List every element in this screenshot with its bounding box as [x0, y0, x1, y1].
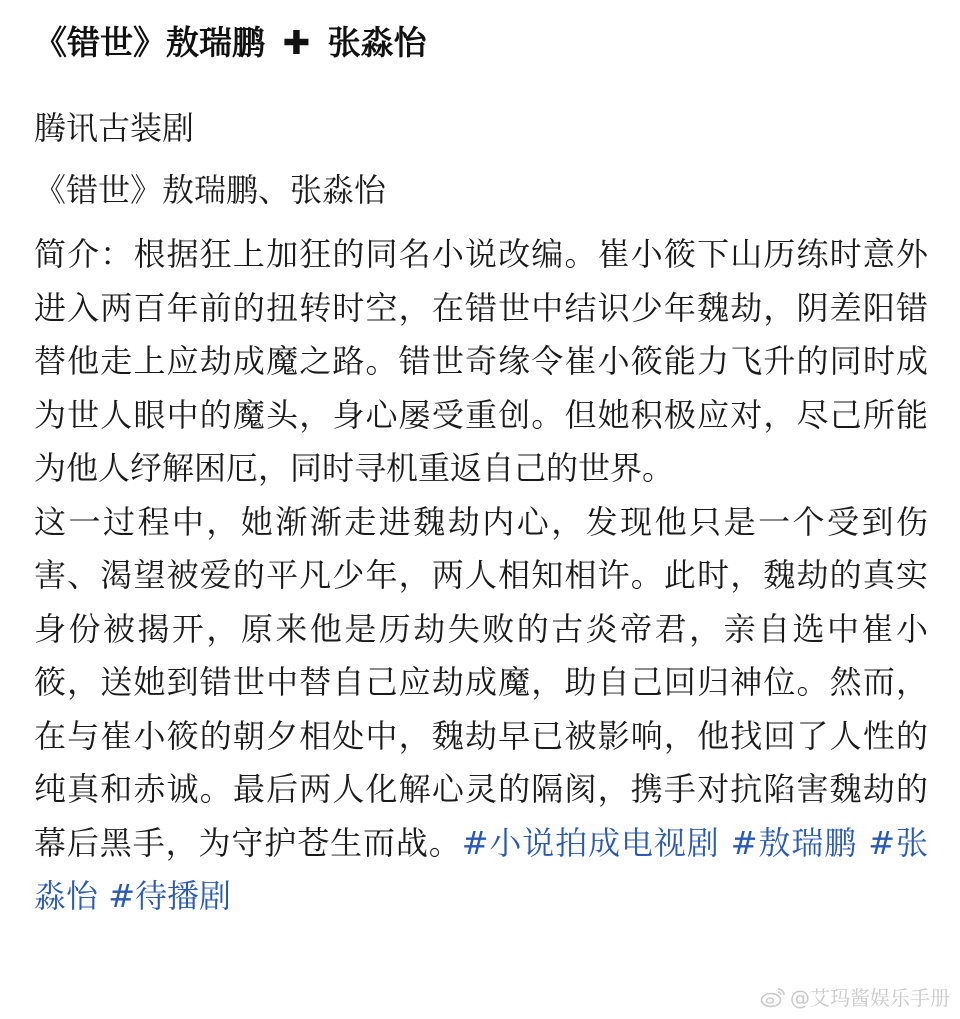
post-content	[34, 20, 928, 924]
title-drama-and-actor: 《错世》敖瑞鹏	[34, 23, 265, 62]
hashtag-novel-adaptation[interactable]: #小说拍成电视剧	[461, 823, 720, 862]
watermark-text: @艾玛酱娱乐手册	[790, 986, 950, 1010]
hashtag-ao-ruipeng[interactable]: #敖瑞鹏	[730, 823, 858, 862]
weibo-icon	[760, 986, 786, 1008]
hashtag-zhang-miaoyi[interactable]: #张淼怡	[34, 823, 928, 915]
hashtag-upcoming-drama[interactable]: #待播剧	[108, 877, 232, 915]
post-title	[34, 20, 928, 66]
synopsis-paragraph-2-text: 这一过程中，她渐渐走进魏劫内心，发现他只是一个受到伤害、渴望被爱的平凡少年，两人相知相许。此时，魏劫的真实身份被揭开，原来他是历劫失败的古炎帝君，亲自选中崔小筱，送她到错世中替自己应劫成魔，助自己回归神位。然而，在与崔小筱的朝夕相处中，魏劫早已被影响，他找回了人性的纯真和赤诚。最后两人化解心灵的隔阂，携手对抗陷害魏劫的幕后黑手，为守护苍生而战。	[34, 502, 928, 862]
platform-genre-line: 腾讯古装剧	[34, 109, 195, 147]
synopsis-paragraph-2	[34, 496, 928, 924]
plus-icon: ✚	[282, 23, 311, 62]
watermark	[760, 982, 950, 1011]
title-actress: 张淼怡	[327, 23, 427, 62]
synopsis-paragraph-1: 简介：根据狂上加狂的同名小说改编。崔小筱下山历练时意外进入两百年前的扭转时空，在错世中结识少年魏劫，阴差阳错替他走上应劫成魔之路。错世奇缘令崔小筱能力飞升的同时成为世人眼中的魔头，身心屡受重创。但她积极应对，尽己所能为他人纾解困厄，同时寻机重返自己的世界。	[34, 235, 928, 487]
cast-line: 《错世》敖瑞鹏、张淼怡	[34, 171, 387, 209]
